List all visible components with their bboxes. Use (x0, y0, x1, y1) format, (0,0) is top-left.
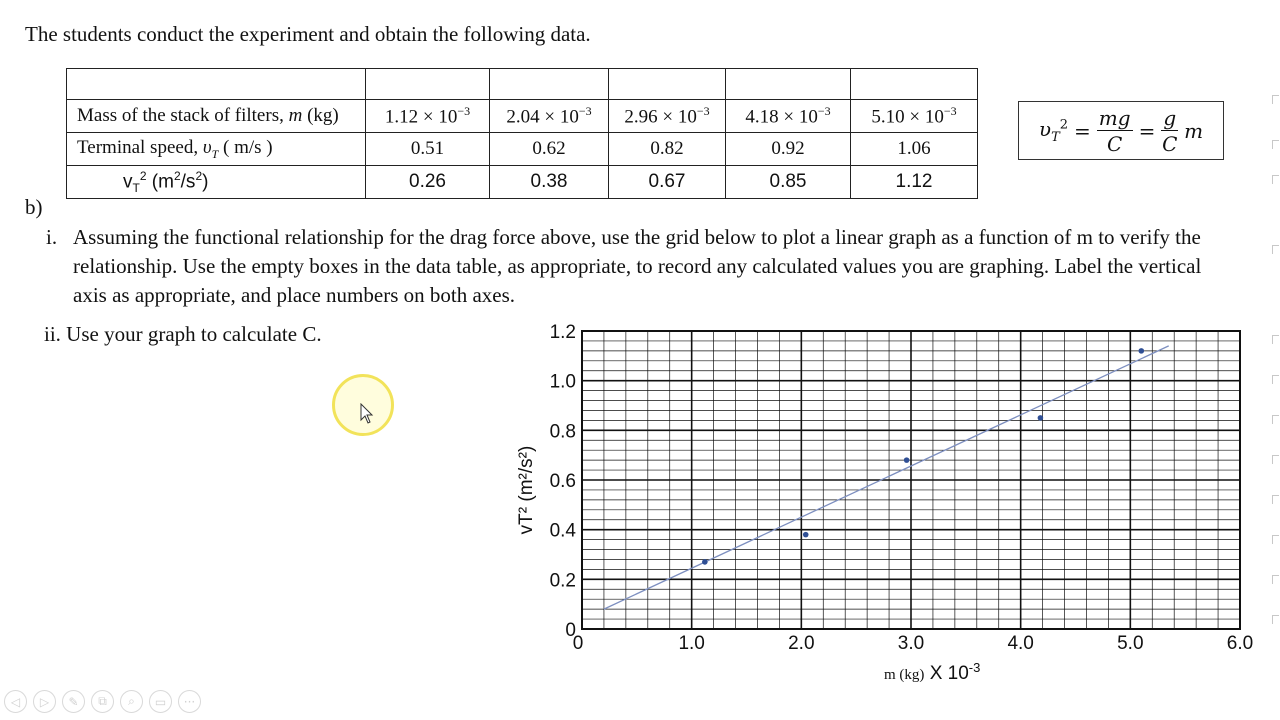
y-tick-label: 1.2 (549, 322, 576, 343)
question-i-text: Assuming the functional relationship for the drag force above, use the grid below to plot a linear graph as a function of m to verify the relationship. Use the empty boxes in the data table, as appropriate, to record any calculated values you are graphing. Label the vertical axis as appropriate, and place numbers on both axes. (73, 225, 1202, 307)
data-point (702, 559, 708, 565)
more-options-icon[interactable]: ··· (178, 690, 201, 713)
data-point (1038, 415, 1044, 421)
data-point (1139, 348, 1145, 354)
question-ii: ii. Use your graph to calculate C. (44, 322, 322, 346)
slides-icon[interactable]: ⧉ (91, 690, 114, 713)
x-tick-label: 3.0 (897, 633, 925, 654)
formula-fraction-g-over-c: $\frac{g}{C}$ (1162, 105, 1178, 156)
formula-m: m (1184, 118, 1204, 143)
x-axis-label: m (kg) X $10^{-3}$ (884, 660, 981, 684)
screen-icon[interactable]: ▭ (149, 690, 172, 713)
pen-icon[interactable]: ✎ (62, 690, 85, 713)
zoom-icon[interactable]: ⌕ (120, 690, 143, 713)
cursor-arrow-icon (360, 403, 374, 425)
mass-cell: $2.96 \times 10^{-3}$ (609, 100, 726, 133)
x-tick-label: 1.0 (678, 633, 705, 654)
y-tick-label: 0.4 (549, 520, 576, 542)
presentation-toolbar (4, 690, 201, 713)
speed-cell: 1.06 (851, 133, 978, 166)
next-icon[interactable]: ▷ (33, 690, 56, 713)
formula-lhs: $\upsilon_T^2$ (1038, 116, 1069, 145)
mass-cell: $2.04 \times 10^{-3}$ (490, 100, 609, 133)
mass-cell: $4.18 \times 10^{-3}$ (726, 100, 851, 133)
y-tick-label: 0.6 (549, 471, 576, 492)
vsq-cell: 1.12 (851, 166, 978, 199)
y-tick-label: 1.0 (549, 371, 576, 393)
mass-row-header: Mass of the stack of filters, m (kg) (67, 100, 366, 133)
speed-cell: 0.51 (366, 133, 490, 166)
speed-cell: 0.82 (609, 133, 726, 166)
speed-cell: 0.62 (490, 133, 609, 166)
y-tick-label: 0 (565, 620, 576, 641)
intro-text: The students conduct the experiment and obtain the following data. (25, 22, 591, 46)
formula-fraction-mg-over-c: $\frac{mg}{C}$ (1098, 105, 1131, 156)
formula-equals: = (1138, 118, 1156, 143)
vsq-cell: 0.85 (726, 166, 851, 199)
vsq-cell: 0.26 (366, 166, 490, 199)
vsq-cell: 0.67 (609, 166, 726, 199)
next-slide-edge (1272, 95, 1280, 655)
x-tick-label: 5.0 (1117, 633, 1144, 654)
vsq-cell: 0.38 (490, 166, 609, 199)
y-axis-label: vT² (m²/s²) (516, 445, 537, 535)
y-tick-label: 0.8 (549, 421, 576, 443)
data-point (803, 532, 809, 538)
x-tick-label: 4.0 (1007, 633, 1034, 654)
speed-row-header: Terminal speed, $\upsilon_T$ ( m/s ) (67, 133, 366, 166)
previous-icon[interactable]: ◁ (4, 690, 27, 713)
mass-cell: $5.10 \times 10^{-3}$ (851, 100, 978, 133)
question-b-label: b) (25, 195, 43, 219)
formula-equals: = (1074, 118, 1091, 143)
x-tick-label: 6.0 (1226, 633, 1254, 654)
speed-cell: 0.92 (726, 133, 851, 166)
data-point (904, 457, 910, 463)
mass-cell: $1.12 \times 10^{-3}$ (366, 100, 490, 133)
question-i-label: i. (46, 225, 58, 249)
x-tick-label: 2.0 (788, 633, 815, 654)
x-tick-label: 0 (572, 633, 584, 654)
y-tick-label: 0.2 (549, 570, 576, 592)
vsq-row-header: $v_T^2$ $(m^2/s^2)$ (67, 166, 366, 199)
